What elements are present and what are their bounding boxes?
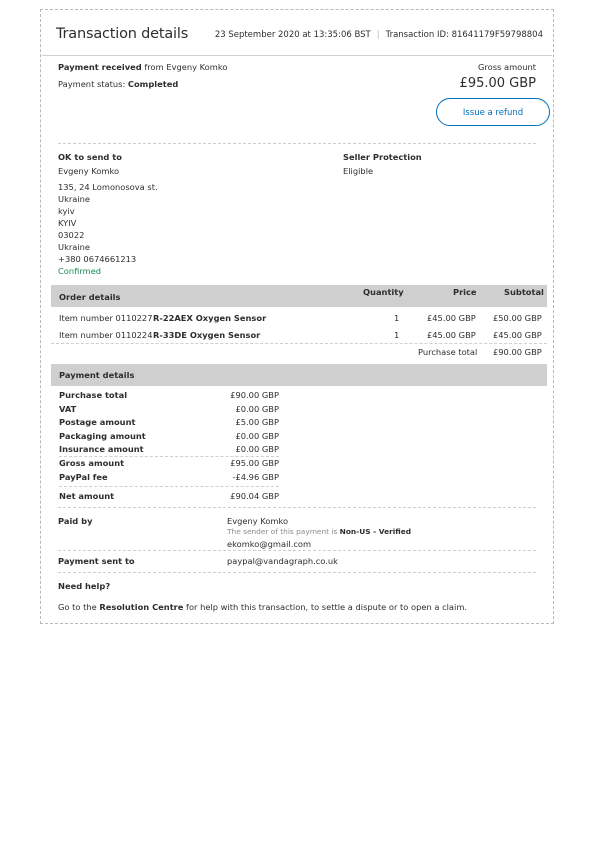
payment-status-value: Completed xyxy=(127,79,179,89)
sender-note-prefix: The sender of this payment is xyxy=(227,527,338,536)
ship-to-address xyxy=(58,165,158,277)
paid-by-email: ekomko@gmail.com xyxy=(227,539,312,549)
ship-city: kyiv xyxy=(58,206,75,216)
sent-to-divider xyxy=(58,550,536,551)
item-number: Item number 0110224 xyxy=(59,330,153,340)
payment-row-label: Gross amount xyxy=(59,458,125,468)
payment-row xyxy=(59,458,279,471)
payment-row-value: £90.04 GBP xyxy=(230,491,279,501)
seller-protection-value: Eligible xyxy=(343,166,374,176)
order-items-divider xyxy=(51,343,547,344)
payment-row xyxy=(59,431,279,444)
payment-row xyxy=(59,417,279,430)
paid-by-label: Paid by xyxy=(58,516,93,526)
payment-status-line xyxy=(58,78,178,90)
item-number: Item number 0110227 xyxy=(59,313,153,323)
payment-sent-to-label: Payment sent to xyxy=(58,556,135,566)
order-item-row xyxy=(59,330,542,344)
order-details-heading: Order details xyxy=(59,292,121,302)
payment-row-value: £90.00 GBP xyxy=(230,390,279,400)
col-price: Price xyxy=(453,287,477,297)
item-price: £45.00 GBP xyxy=(427,313,476,323)
payment-row-label: Purchase total xyxy=(59,390,128,400)
payment-row-label: VAT xyxy=(59,404,77,414)
paid-by-name: Evgeny Komko xyxy=(227,516,289,526)
ship-country-2: Ukraine xyxy=(58,242,91,252)
order-details-header xyxy=(51,285,547,307)
payment-row xyxy=(59,472,279,485)
payment-row-value: £0.00 GBP xyxy=(235,444,279,454)
sender-status-note xyxy=(227,527,411,536)
item-price: £45.00 GBP xyxy=(427,330,476,340)
seller-protection-heading: Seller Protection xyxy=(343,152,422,162)
payment-row-value: £5.00 GBP xyxy=(235,417,279,427)
payment-row-label: Packaging amount xyxy=(59,431,146,441)
payment-row-value: £0.00 GBP xyxy=(235,431,279,441)
order-item-row xyxy=(59,313,542,327)
payment-status-label: Payment status: xyxy=(58,79,126,89)
issue-refund-button[interactable]: Issue a refund xyxy=(436,98,550,126)
ship-street: 135, 24 Lomonosova st. xyxy=(58,182,158,192)
payment-net-divider xyxy=(59,486,279,487)
payment-row-value: £95.00 GBP xyxy=(230,458,279,468)
sender-verification-status: Non-US - Verified xyxy=(339,527,412,536)
help-text-prefix: Go to the xyxy=(58,602,97,612)
payment-row-label: Insurance amount xyxy=(59,444,144,454)
order-total-row xyxy=(59,347,542,361)
help-text xyxy=(58,601,467,613)
page-title: Transaction details xyxy=(56,26,189,42)
resolution-centre-link[interactable]: Resolution Centre xyxy=(99,602,184,612)
transaction-card xyxy=(40,9,554,624)
meta-separator: | xyxy=(376,30,380,40)
gross-amount-value: £95.00 GBP xyxy=(459,76,536,91)
ship-country: Ukraine xyxy=(58,194,91,204)
payment-received-label: Payment received xyxy=(58,62,142,72)
address-confirmed-status: Confirmed xyxy=(58,266,102,276)
payment-row-label: Net amount xyxy=(59,491,115,501)
summary-divider xyxy=(58,143,536,144)
paid-by-divider xyxy=(58,507,536,508)
need-help-heading: Need help? xyxy=(58,581,111,591)
help-divider xyxy=(58,572,536,573)
ship-region: KYIV xyxy=(58,218,77,228)
item-subtotal: £50.00 GBP xyxy=(493,313,542,323)
header-divider xyxy=(42,55,552,56)
payment-received-line xyxy=(58,61,227,73)
payment-details-header xyxy=(51,364,547,386)
payment-row-value: £0.00 GBP xyxy=(235,404,279,414)
payment-sent-to-email: paypal@vandagraph.co.uk xyxy=(227,556,338,566)
payment-row-value: -£4.96 GBP xyxy=(232,472,279,482)
ship-phone: +380 0674661213 xyxy=(58,254,137,264)
ship-to-heading: OK to send to xyxy=(58,152,122,162)
ship-postcode: 03022 xyxy=(58,230,85,240)
payment-row xyxy=(59,390,279,403)
item-subtotal: £45.00 GBP xyxy=(493,330,542,340)
transaction-id: Transaction ID: 81641179F59798804 xyxy=(385,30,543,40)
item-name: R-33DE Oxygen Sensor xyxy=(153,330,261,340)
payment-row xyxy=(59,491,279,504)
ship-name: Evgeny Komko xyxy=(58,166,120,176)
payment-details-heading: Payment details xyxy=(59,370,135,380)
transaction-meta xyxy=(215,30,543,40)
payment-from: from Evgeny Komko xyxy=(144,62,228,72)
item-name: R-22AEX Oxygen Sensor xyxy=(153,313,267,323)
item-quantity: 1 xyxy=(394,313,400,323)
payment-subtotal-divider xyxy=(59,456,279,457)
payment-row-label: PayPal fee xyxy=(59,472,108,482)
purchase-total-label: Purchase total xyxy=(418,347,478,357)
item-quantity: 1 xyxy=(394,330,400,340)
payment-row xyxy=(59,404,279,417)
gross-amount-label: Gross amount xyxy=(477,62,536,72)
help-text-suffix: for help with this transaction, to settle a dispute or to open a claim. xyxy=(186,602,468,612)
transaction-datetime: 23 September 2020 at 13:35:06 BST xyxy=(214,30,371,40)
purchase-total-value: £90.00 GBP xyxy=(493,347,542,357)
col-quantity: Quantity xyxy=(363,287,404,297)
col-subtotal: Subtotal xyxy=(504,287,544,297)
payment-row-label: Postage amount xyxy=(59,417,136,427)
